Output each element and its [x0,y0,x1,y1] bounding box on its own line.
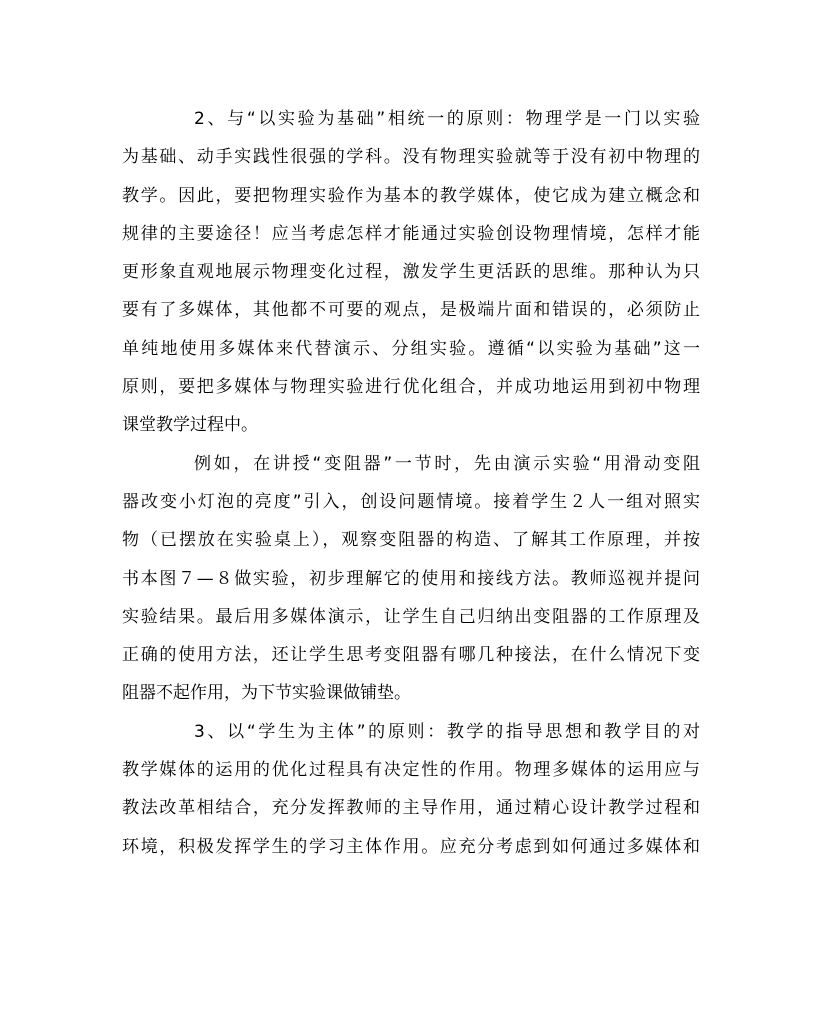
document-body [122,100,700,866]
paragraph-3-line-4: 环境，积极发挥学生的学习主体作用。应充分考虑到如何通过多媒体和 [122,836,700,857]
paragraph-2-line-6: 正确的使用方法，还让学生思考变阻器有哪几种接法，在什么情况下变 [122,645,700,666]
paragraph-1-line-7: 单纯地使用多媒体来代替演示、分组实验。遵循“以实验为基础”这一 [122,338,700,359]
paragraph-2-line-7: 阻器不起作用，为下节实验课做铺垫。 [122,683,411,704]
paragraph-2-line-3: 物（已摆放在实验桌上），观察变阻器的构造、了解其工作原理，并按 [122,530,700,551]
paragraph-1-line-1: 2、与“以实验为基础”相统一的原则：物理学是一门以实验 [194,109,700,129]
paragraph-1-line-6: 要有了多媒体，其他都不可要的观点，是极端片面和错误的，必须防止 [122,300,700,321]
paragraph-3-line-3: 教法改革相结合，充分发挥教师的主导作用，通过精心设计教学过程和 [122,798,700,819]
paragraph-2-line-1: 例如，在讲授“变阻器”一节时，先由演示实验“用滑动变阻 [194,453,700,474]
paragraph-2-line-5: 实验结果。最后用多媒体演示，让学生自己归纳出变阻器的工作原理及 [122,606,700,627]
paragraph-1-line-8: 原则，要把多媒体与物理实验进行优化组合，并成功地运用到初中物理 [122,377,700,398]
paragraph-1-line-3: 教学。因此，要把物理实验作为基本的教学媒体，使它成为建立概念和 [122,185,700,206]
paragraph-2-line-4: 书本图７—８做实验，初步理解它的使用和接线方法。教师巡视并提问 [122,568,700,589]
paragraph-2-line-2: 器改变小灯泡的亮度”引入，创设问题情境。接着学生２人一组对照实 [122,491,700,512]
paragraph-1-line-4: 规律的主要途径！应当考虑怎样才能通过实验创设物理情境，怎样才能 [122,223,700,244]
paragraph-3-line-1: 3、以“学生为主体”的原则：教学的指导思想和教学目的对 [194,721,700,742]
paragraph-1-line-9: 课堂教学过程中。 [122,415,258,436]
paragraph-3-line-2: 教学媒体的运用的优化过程具有决定性的作用。物理多媒体的运用应与 [122,760,700,781]
paragraph-1-line-2: 为基础、动手实践性很强的学科。没有物理实验就等于没有初中物理的 [122,147,700,168]
paragraph-1-line-5: 更形象直观地展示物理变化过程，激发学生更活跃的思维。那种认为只 [122,262,700,283]
